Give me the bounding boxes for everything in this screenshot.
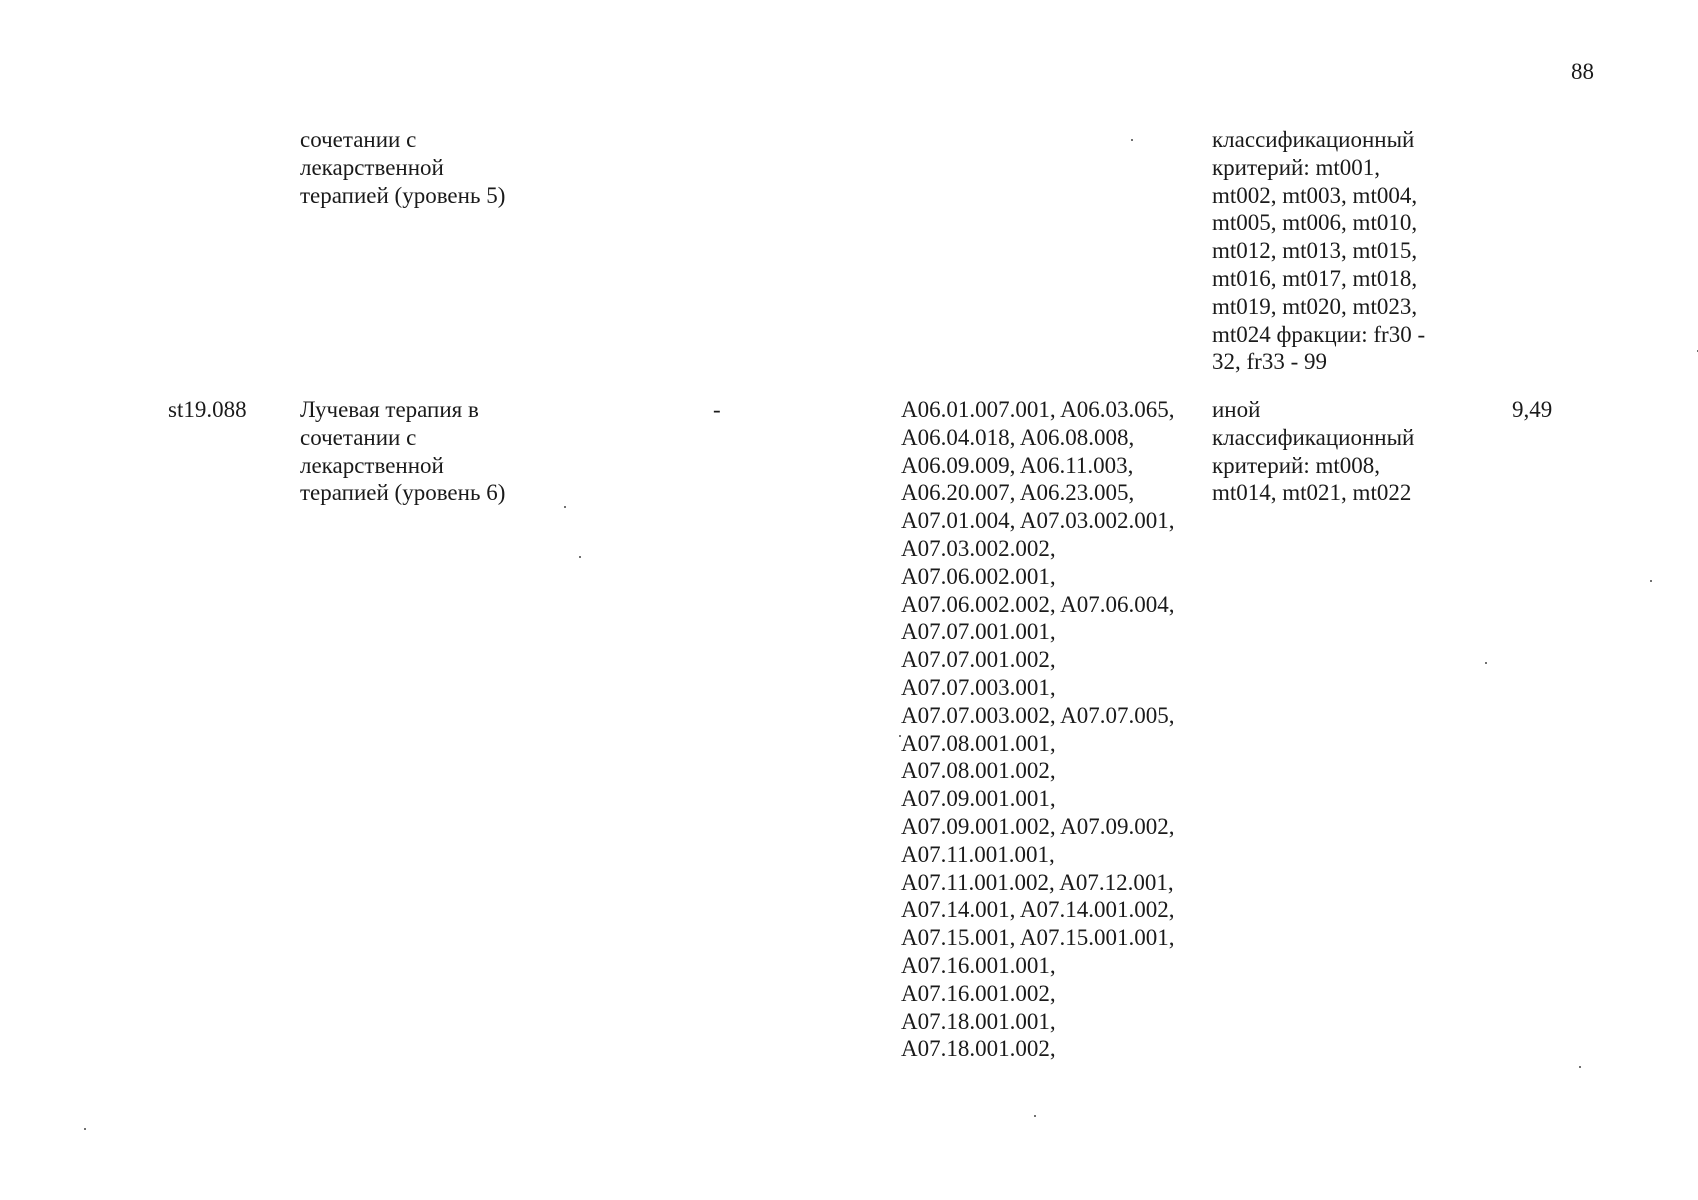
criteria-line: mt024 фракции: fr30 - xyxy=(1212,321,1426,347)
service-line: A07.16.001.002, xyxy=(901,980,1056,1006)
name-line: терапией (уровень 5) xyxy=(300,182,506,208)
row-2-dash: - xyxy=(713,397,721,422)
service-line: A07.11.001.002, A07.12.001, xyxy=(901,869,1174,895)
service-line: A07.08.001.002, xyxy=(901,758,1056,784)
row-2-code: st19.088 xyxy=(168,397,247,422)
service-line: A07.07.001.002, xyxy=(901,647,1056,673)
criteria-line: mt019, mt020, mt023, xyxy=(1212,293,1418,319)
criteria-line: mt012, mt013, mt015, xyxy=(1212,238,1418,264)
scan-speck xyxy=(1034,1115,1036,1117)
service-line: A07.14.001, A07.14.001.002, xyxy=(901,897,1175,923)
scan-speck xyxy=(579,556,581,558)
page-number: 88 xyxy=(1571,59,1594,84)
scan-speck xyxy=(899,735,901,737)
service-line: A07.09.001.001, xyxy=(901,786,1056,812)
name-line: сочетании с xyxy=(300,127,417,152)
scan-speck xyxy=(1650,580,1652,582)
service-line: A07.18.001.002, xyxy=(901,1036,1056,1062)
row-2-name xyxy=(300,396,505,507)
criteria-line: 32, fr33 - 99 xyxy=(1212,349,1327,375)
name-line: сочетании с xyxy=(300,424,417,450)
criteria-line: критерий: mt008, xyxy=(1212,452,1381,478)
service-line: A07.16.001.001, xyxy=(901,952,1056,978)
row-2-criteria xyxy=(1212,396,1414,507)
row-1-name xyxy=(300,126,505,209)
scan-speck xyxy=(1579,1066,1581,1068)
criteria-line: классификационный xyxy=(1212,127,1415,152)
service-line: A06.04.018, A06.08.008, xyxy=(901,424,1135,450)
service-line: A07.01.004, A07.03.002.001, xyxy=(901,508,1175,534)
row-2-services xyxy=(901,396,1174,1063)
scan-speck xyxy=(84,1128,86,1130)
service-line: A07.07.003.002, A07.07.005, xyxy=(901,702,1175,728)
name-line: Лучевая терапия в xyxy=(300,397,479,422)
service-line: A06.01.007.001, A06.03.065, xyxy=(901,397,1175,422)
service-line: A07.07.001.001, xyxy=(901,619,1056,645)
criteria-line: mt005, mt006, mt010, xyxy=(1212,210,1418,236)
criteria-line: классификационный xyxy=(1212,424,1415,450)
criteria-line: иной xyxy=(1212,397,1261,422)
name-line: лекарственной xyxy=(300,154,444,180)
scan-speck xyxy=(564,506,566,508)
service-line: A07.11.001.001, xyxy=(901,841,1055,867)
service-line: A07.03.002.002, xyxy=(901,535,1056,561)
criteria-line: критерий: mt001, xyxy=(1212,154,1381,180)
criteria-line: mt016, mt017, mt018, xyxy=(1212,265,1418,291)
row-1-criteria xyxy=(1212,126,1425,376)
criteria-line: mt002, mt003, mt004, xyxy=(1212,182,1418,208)
row-2-coefficient: 9,49 xyxy=(1512,397,1553,422)
scan-speck xyxy=(1485,662,1487,664)
service-line: A07.18.001.001, xyxy=(901,1008,1056,1034)
service-line: A07.06.002.001, xyxy=(901,563,1056,589)
name-line: лекарственной xyxy=(300,452,444,478)
service-line: A07.06.002.002, A07.06.004, xyxy=(901,591,1175,617)
name-line: терапией (уровень 6) xyxy=(300,480,506,506)
service-line: A07.08.001.001, xyxy=(901,730,1056,756)
service-line: A07.07.003.001, xyxy=(901,674,1056,700)
criteria-line: mt014, mt021, mt022 xyxy=(1212,480,1412,506)
service-line: A06.20.007, A06.23.005, xyxy=(901,480,1135,506)
scan-speck xyxy=(1131,139,1133,141)
service-line: A07.15.001, A07.15.001.001, xyxy=(901,925,1175,951)
service-line: A07.09.001.002, A07.09.002, xyxy=(901,813,1175,839)
service-line: A06.09.009, A06.11.003, xyxy=(901,452,1134,478)
